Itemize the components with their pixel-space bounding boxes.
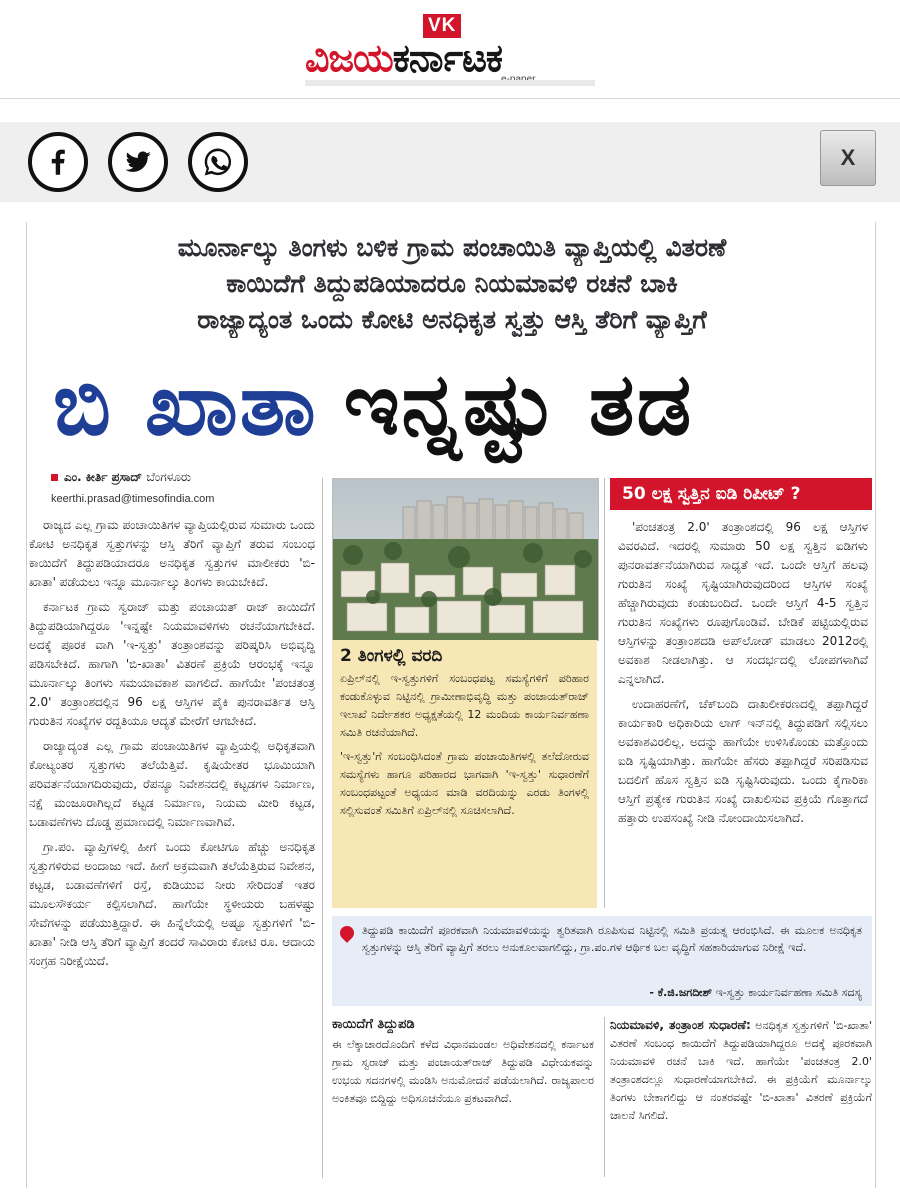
box-paragraph: ಏಪ್ರಿಲ್‌ನಲ್ಲಿ ಇ-ಸ್ವತ್ತುಗಳಿಗೆ ಸಂಬಂಧಪಟ್ಟ ಸಮಸ್ಯೆಗಳಿಗೆ ಪರಿಹಾರ ಕಂಡುಕೊಳ್ಳುವ ನಿಟ್ಟಿನಲ್ಲಿ ಗ್ರಾಮೀಣಾಭಿವೃದ್ಧಿ ಮತ್ತು ಪಂಚಾಯತ್‌ರಾಜ್ ಇಲಾಖೆ ನಿರ್ದೇಶಕರ ಅಧ್ಯಕ್ಷತೆಯಲ್ಲಿ 12 ಮಂದಿಯ ಕಾರ್ಯನಿರ್ವಹಣಾ ಸಮಿತಿ ರಚನೆಯಾಗಿದೆ. xyxy=(340,672,589,739)
twitter-share-button[interactable] xyxy=(108,132,168,192)
section-text: ಈ ಲೆಕ್ಕಾಚಾರದೊಂದಿಗೆ ಕಳೆದ ವಿಧಾನಮಂಡಲ ಅಧಿವೇಶನದಲ್ಲಿ ಕರ್ನಾಟಕ ಗ್ರಾಮ ಸ್ವರಾಜ್ ಮತ್ತು ಪಂಚಾಯತ್‌ರಾಜ್ ತಿದ್ದುಪಡಿ ವಿಧೇಯಕವನ್ನು ಉಭಯ ಸದನಗಳಲ್ಲಿ ಮಂಡಿಸಿ ಅನುಮೋದನೆ ಪಡೆಯಲಾಗಿದೆ. ರಾಜ್ಯಪಾಲರ ಅಂಕಿತವೂ ಬಿದ್ದಿದ್ದು ಅಧಿಸೂಚನೆಯೂ ಪ್ರಕಟವಾಗಿದೆ. xyxy=(332,1038,594,1105)
column-divider xyxy=(322,478,323,1178)
facebook-share-button[interactable] xyxy=(28,132,88,192)
facebook-icon xyxy=(41,145,75,179)
box-paragraph: 'ಇ-ಸ್ವತ್ತು'ಗೆ ಸಂಬಂಧಿಸಿದಂತೆ ಗ್ರಾಮ ಪಂಚಾಯಿತಿಗಳಲ್ಲಿ ತಲೆದೋರುವ ಸಮಸ್ಯೆಗಳು ಹಾಗೂ ಪರಿಹಾರದ ಭಾಗವಾಗಿ 'ಇ-ಸ್ವತ್ತು' ಸುಧಾರಣೆಗೆ ಸಂಬಂಧಪಟ್ಟಂತೆ ಅಧ್ಯಯನ ಮಾಡಿ ವರದಿಯನ್ನು ಎರಡು ತಿಂಗಳಲ್ಲಿ ಸಲ್ಲಿಸುವಂತೆ ಸಮಿತಿಗೆ ಏಪ್ರಿಲ್‌ನಲ್ಲಿ ಸೂಚಿಸಲಾಗಿದೆ. xyxy=(340,750,589,817)
share-bar xyxy=(0,122,900,202)
headline-decks xyxy=(47,230,857,338)
quote-marker-icon xyxy=(337,923,357,943)
column-divider xyxy=(604,1017,605,1177)
city-skyline-photo xyxy=(332,478,599,641)
story-paragraph: ರಾಜ್ಯಾದ್ಯಂತ ಎಲ್ಲ ಗ್ರಾಮ ಪಂಚಾಯಿತಿಗಳ ವ್ಯಾಪ್ತಿಯಲ್ಲಿ ಅಧಿಕೃತವಾಗಿ ಕೋಟ್ಯಂತರ ಸ್ವತ್ತುಗಳು ತಲೆಯೆತ್ತಿವೆ. ಕೃಷಿಯೇತರ ಭೂಮಿಯಾಗಿ ಪರಿವರ್ತನೆಯಾಗದಿರುವುದು, ರೆಪನ್ಯೂ ನಿವೇಶನದಲ್ಲಿ ಕಟ್ಟಡಗಳ ನಿರ್ಮಾಣ, ನಕ್ಷೆ ಮಂಜೂರಾಗಿಲ್ಲದೆ ಕಟ್ಟಡ ನಿರ್ಮಾಣ, ನಿಯಮ ಮೀರಿ ಕಟ್ಟಡ, ಬಡಾವಣೆಗಳು ದೊಡ್ಡ ಪ್ರಮಾಣದಲ್ಲಿ ನಿರ್ಮಾಣವಾಗಿವೆ. xyxy=(29,739,315,829)
vijaya-karnataka-logo[interactable] xyxy=(305,14,595,88)
whatsapp-icon xyxy=(201,145,235,179)
quote-text: ತಿದ್ದುಪಡಿ ಕಾಯಿದೆಗೆ ಪೂರಕವಾಗಿ ನಿಯಮಾವಳಿಯನ್ನು ತ್ವರಿತವಾಗಿ ರೂಪಿಸುವ ನಿಟ್ಟಿನಲ್ಲಿ ಸಮಿತಿ ಪ್ರಯತ್ನ ಆರಂಭಿಸಿದೆ. ಈ ಮೂಲಕ ಅನಧಿಕೃತ ಸ್ವತ್ತುಗಳನ್ನು ಆಸ್ತಿ ತೆರಿಗೆ ವ್ಯಾಪ್ತಿಗೆ ತರಲು ಅನುಕೂಲವಾಗಲಿದ್ದು, ಗ್ರಾ.ಪಂ.ಗಳ ಆರ್ಥಿಕ ಬಲ ವೃದ್ಧಿಗೆ ಸಹಕಾರಿಯಾಗುವ ನಿರೀಕ್ಷೆ ಇದೆ. xyxy=(362,924,862,954)
author-email[interactable]: keerthi.prasad@timesofindia.com xyxy=(51,493,215,505)
story-paragraph: ಕರ್ನಾಟಕ ಗ್ರಾಮ ಸ್ವರಾಜ್ ಮತ್ತು ಪಂಚಾಯತ್ ರಾಜ್ ಕಾಯಿದೆಗೆ ತಿದ್ದುಪಡಿಯಾಗಿದ್ದರೂ 'ಇನ್ನಷ್ಟೇ ನಿಯಮಾವಳಿಗಳು ರಚನೆಯಾಗಬೇಕಿದೆ. ಅದಕ್ಕೆ ಪೂರಕ ವಾಗಿ 'ಇ-ಸ್ವತ್ತು' ತಂತ್ರಾಂಶವನ್ನು ಪರಿಷ್ಕರಿಸಿ ಅಭಿವೃದ್ಧಿ ಪಡಿಸಬೇಕಿದೆ. ಹಾಗಾಗಿ 'ಬಿ-ಖಾತಾ' ವಿತರಣೆ ಪ್ರಕ್ರಿಯೆ ಆರಂಭಕ್ಕೆ ಇನ್ನೂ ಮೂರ್ನಾಲ್ಕು ತಿಂಗಳು ಸಮಯಾವಕಾಶ ವಾಗಲಿದೆ. ಹಾಗೆಯೇ 'ಪಂಚತಂತ್ರ 2.0' ತಂತ್ರಾಂಶದಲ್ಲಿನ 96 ಲಕ್ಷ ಆಸ್ತಿಗಳ ಪೈಕಿ ಪುನರಾವರ್ತಿತ ಆಸ್ತಿ ಗುರುತಿನ ಸಂಖ್ಯೆಗಳ ರದ್ದತಿಯೂ ಆದ್ಯತೆ ಮೇರೆಗೆ ಆಗಬೇಕಿದೆ. xyxy=(29,600,315,728)
sidebar-heading-50-lakh: 50 ಲಕ್ಷ ಸ್ವತ್ತಿನ ಐಡಿ ರಿಪೀಟ್ ? xyxy=(610,478,872,510)
logo-underline xyxy=(305,80,595,86)
sidebar-paragraph: ಉದಾಹರಣೆಗೆ, ಚೆಕ್‌ಬಂದಿ ದಾಖಲೀಕರಣದಲ್ಲಿ ತಪ್ಪಾಗಿದ್ದರೆ ಕಾರ್ಯಕಾರಿ ಅಧಿಕಾರಿಯ ಲಾಗ್ ಇನ್‌ನಲ್ಲಿ ತಿದ್ದುಪಡಿಗೆ ಸಲ್ಲಿಸಲು ಅವಕಾಶವಿರಲಿಲ್ಲ. ಅದನ್ನು ಹಾಗೆಯೇ ಉಳಿಸಿಕೊಂಡು ಮತ್ತೊಂದು ಐಡಿ ಸೃಷ್ಟಿಯಾಗಿತ್ತು. ಹಾಗೆಯೇ ಹೆಸರು ತಪ್ಪಾಗಿದ್ದರೆ ಸರಿಪಡಿಸುವ ಬದಲಿಗೆ ಹೊಸ ಸ್ವತ್ತಿನ ಐಡಿ ಸೃಷ್ಟಿಸಿರುವುದು. ಒಂದು ಕೈಗಾರಿಕಾ ಆಸ್ತಿಗೆ ಪ್ರತ್ಯೇಕ ಗುರುತಿನ ಸಂಖ್ಯೆ ದಾಖಲಿಸುವ ಪ್ರಕ್ರಿಯೆ ಗೊತ್ತಾಗದೆ ಹತ್ತಾರು ಉಪಸಂಖ್ಯೆ ನೀಡಿ ನೋಂದಾಯಿಸಲಾಗಿದೆ. xyxy=(618,697,868,825)
box-title: 2 ತಿಂಗಳಲ್ಲಿ ವರದಿ xyxy=(340,646,443,666)
masthead xyxy=(0,0,900,99)
close-button[interactable]: X xyxy=(820,130,876,186)
byline: ಎಂ. ಕೀರ್ತಿ ಪ್ರಸಾದ್ ಬೆಂಗಳೂರು xyxy=(51,470,191,485)
logo-badge: VK xyxy=(423,14,461,38)
amendment-section xyxy=(332,1017,594,1177)
pull-quote xyxy=(332,916,872,1006)
section-heading: ಕಾಯಿದೆಗೆ ತಿದ್ದುಪಡಿ xyxy=(332,1017,415,1032)
story-column xyxy=(29,516,315,1176)
logo-name: ವಿಜಯಕರ್ನಾಟಕ xyxy=(305,36,502,80)
main-headline: ಬಿ ಖಾತಾ ಇನ್ನಷ್ಟು ತಡ xyxy=(53,355,694,455)
report-in-two-months-box xyxy=(332,640,597,908)
story-paragraph: ಗ್ರಾ.ಪಂ. ವ್ಯಾಪ್ತಿಗಳಲ್ಲಿ ಹೀಗೆ ಒಂದು ಕೋಟಿಗೂ ಹೆಚ್ಚು ಅನಧಿಕೃತ ಸ್ವತ್ತುಗಳಿರುವ ಅಂದಾಜು ಇದೆ. ಹೀಗೆ ಅಕ್ರಮವಾಗಿ ತಲೆಯೆತ್ತಿರುವ ನಿವೇಶನ, ಕಟ್ಟಡ, ಬಡಾವಣೆಗಳಿಗೆ ರಸ್ತೆ, ಕುಡಿಯುವ ನೀರು ಸೇರಿದಂತೆ ಇತರ ಮೂಲಸೌಕರ್ಯ ಕಲ್ಪಿಸಲಾಗಿದೆ. ಹಾಗೆಯೇ ಸ್ಥಳೀಯರು ಬಹಳಷ್ಟು ಸೇವೆಗಳನ್ನು ಪಡೆಯುತ್ತಿದ್ದಾರೆ. ಈ ಹಿನ್ನೆಲೆಯಲ್ಲಿ ಅಷ್ಟೂ ಸ್ವತ್ತುಗಳಿಗೆ 'ಬಿ-ಖಾತಾ' ನೀಡಿ ಆಸ್ತಿ ತೆರಿಗೆ ವ್ಯಾಪ್ತಿಗೆ ತಂದರೆ ಸಾವಿರಾರು ಕೋಟಿ ರೂ. ಆದಾಯ ಸಂಗ್ರಹ ನಿರೀಕ್ಷೆಯಿದೆ. xyxy=(29,840,315,968)
deck-line: ಕಾಯಿದೆಗೆ ತಿದ್ದುಪಡಿಯಾದರೂ ನಿಯಮಾವಳಿ ರಚನೆ ಬಾಕಿ xyxy=(226,269,678,298)
twitter-icon xyxy=(121,145,155,179)
quote-attribution: - ಕೆ.ಜಿ.ಜಗದೀಶ್ ಇ-ಸ್ವತ್ತು ಕಾರ್ಯನಿರ್ವಹಣಾ ಸಮಿತಿ ಸದಸ್ಯ xyxy=(649,986,862,999)
whatsapp-share-button[interactable] xyxy=(188,132,248,192)
rules-section xyxy=(610,1017,872,1177)
sidebar-column xyxy=(618,518,868,908)
section-text: ಅನಧಿಕೃತ ಸ್ವತ್ತುಗಳಿಗೆ 'ಬಿ-ಖಾತಾ' ವಿತರಣೆ ಸಂಬಂಧ ಕಾಯಿದೆಗೆ ತಿದ್ದುಪಡಿಯಾಗಿದ್ದರೂ ಅದಕ್ಕೆ ಪೂರಕವಾಗಿ ನಿಯಮಾವಳಿ ರಚನೆ ಬಾಕಿ ಇದೆ. ಹಾಗೆಯೇ 'ಪಂಚತಂತ್ರ 2.0' ತಂತ್ರಾಂಶದಲ್ಲೂ ಸುಧಾರಣೆಯಾಗಬೇಕಿದೆ. ಈ ಪ್ರಕ್ರಿಯೆಗೆ ಮೂರ್ನಾಲ್ಕು ತಿಂಗಳು ಬೇಕಾಗಲಿದ್ದು ಆ ನಂತರವಷ್ಟೇ 'ಬಿ-ಖಾತಾ' ವಿತರಣೆ ಪ್ರಕ್ರಿಯೆಗೆ ಚಾಲನೆ ಸಿಗಲಿದೆ. xyxy=(610,1019,872,1122)
sidebar-paragraph: 'ಪಂಚತಂತ್ರ 2.0' ತಂತ್ರಾಂಶದಲ್ಲಿ 96 ಲಕ್ಷ ಆಸ್ತಿಗಳ ವಿವರವಿದೆ. ಇದರಲ್ಲಿ ಸುಮಾರು 50 ಲಕ್ಷ ಸ್ವತ್ತಿನ ಐಡಿಗಳು ಪುನರಾವರ್ತನೆಯಾಗಿರುವ ಸಾಧ್ಯತೆ ಇದೆ. ಒಂದೇ ಆಸ್ತಿಗೆ ಹಲವು ಗುರುತಿನ ಸಂಖ್ಯೆ ಸೃಷ್ಟಿಯಾಗಿರುವುದರಿಂದ ಆಸ್ತಿಗಳ ಸಂಖ್ಯೆ ಹೆಚ್ಚಾಗಿರುವುದು ಕಂಡುಬಂದಿದೆ. ಒಂದೇ ಆಸ್ತಿಗೆ 4-5 ಸ್ವತ್ತಿನ ಗುರುತಿನ ಸಂಖ್ಯೆಗಳು ರೂಪುಗೊಂಡಿವೆ. ಬೇಡಿಕೆ ಪಟ್ಟಿಯಲ್ಲಿರುವ ಆಸ್ತಿಗಳನ್ನು ತಂತ್ರಾಂಶದಡಿ ಅಪ್‌ಲೋಡ್ ಮಾಡಲು 2012ರಲ್ಲಿ ಅವಕಾಶ ನೀಡಲಾಗಿತ್ತು. ಆ ಸಂದರ್ಭದಲ್ಲಿ ಲೋಪಗಳಾಗಿವೆ ಎನ್ನಲಾಗಿದೆ. xyxy=(618,520,868,686)
column-divider xyxy=(604,478,605,908)
deck-line: ಮೂರ್ನಾಲ್ಕು ತಿಂಗಳು ಬಳಿಕ ಗ್ರಾಮ ಪಂಚಾಯಿತಿ ವ್ಯಾಪ್ತಿಯಲ್ಲಿ ವಿತರಣೆ xyxy=(177,233,727,262)
deck-line: ರಾಜ್ಯಾದ್ಯಂತ ಒಂದು ಕೋಟಿ ಅನಧಿಕೃತ ಸ್ವತ್ತು ಆಸ್ತಿ ತೆರಿಗೆ ವ್ಯಾಪ್ತಿಗೆ xyxy=(197,305,707,334)
story-paragraph: ರಾಜ್ಯದ ಎಲ್ಲ ಗ್ರಾಮ ಪಂಚಾಯಿತಿಗಳ ವ್ಯಾಪ್ತಿಯಲ್ಲಿರುವ ಸುಮಾರು ಒಂದು ಕೋಟಿ ಅನಧಿಕೃತ ಸ್ವತ್ತುಗಳನ್ನು ಆಸ್ತಿ ತೆರಿಗೆ ವ್ಯಾಪ್ತಿಗೆ ತರುವ ಸಂಬಂಧ ಕಾಯಿದೆಗೆ ತಿದ್ದುಪಡಿಯಾದರೂ ಅನಧಿಕೃತ ಸ್ವತ್ತುಗಳ ಮಾಲೀಕರು 'ಬಿ- ಖಾತಾ' ಪಡೆಯಲು ಇನ್ನೂ ಮೂರ್ನಾಲ್ಕು ತಿಂಗಳು ಕಾಯಬೇಕಿದೆ. xyxy=(29,518,315,589)
byline-marker xyxy=(51,474,58,481)
epaper-clipping xyxy=(26,222,876,1188)
section-heading: ನಿಯಮಾವಳಿ, ತಂತ್ರಾಂಶ ಸುಧಾರಣೆ: xyxy=(610,1018,751,1032)
